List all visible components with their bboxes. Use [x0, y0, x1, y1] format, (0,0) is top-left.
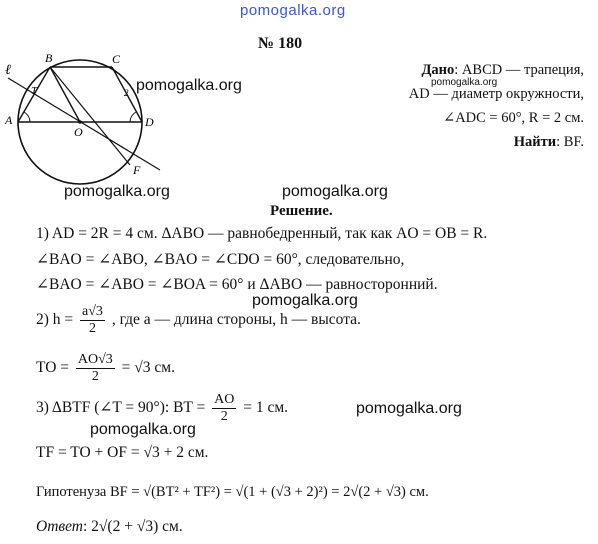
watermark: pomogalka.org	[90, 421, 196, 438]
label-2: 2	[124, 88, 129, 98]
angle-a-mark	[24, 112, 30, 122]
fraction: $\frac{AO√3}{2}$	[77, 352, 113, 384]
segment-bo	[50, 67, 80, 122]
watermark: pomogalka.org	[252, 292, 358, 309]
angle-d-mark	[130, 112, 136, 122]
problem-number: № 180	[258, 35, 303, 52]
solution-line-1: 1) AD = 2R = 4 см. ΔABO — равнобедренный, так как AO = OB = R.	[36, 225, 488, 242]
given-block	[409, 58, 584, 154]
solution-line-7: TF = TO + OF = √3 + 2 см.	[36, 444, 209, 461]
solution-heading: Решение.	[270, 203, 333, 219]
solution-line-3: ∠BAO = ∠ABO = ∠BOA = 60° и ΔABO — равносторонний.	[36, 276, 438, 293]
fraction: $\frac{AO}{2}$	[214, 392, 235, 424]
watermark-top: pomogalka.org	[240, 2, 346, 19]
label-d: D	[145, 115, 154, 129]
label-l: ℓ	[5, 63, 11, 78]
watermark: pomogalka.org	[64, 183, 170, 200]
fraction: $\frac{a√3}{2}$	[82, 304, 103, 336]
find-line: Найти: BF.	[513, 134, 584, 150]
watermark-small: pomogalka.org	[431, 77, 498, 88]
geometry-figure	[0, 50, 175, 185]
solution-line-2: ∠BAO = ∠ABO, ∠BAO = ∠CDO = 60°, следовательно,	[36, 251, 405, 268]
label-c: C	[112, 52, 121, 66]
solution-line-6: 3) ΔBTF (∠T = 90°): BT = $\frac{AO}{2}$ = 1 см.	[36, 392, 289, 424]
solution-line-5: TO = $\frac{AO√3}{2}$ = √3 см.	[36, 352, 175, 384]
given-line-2: AD — диаметр окружности,	[408, 86, 584, 102]
watermark: pomogalka.org	[356, 400, 462, 417]
solution-line-8: Гипотенуза BF = √(BT² + TF²) = √(1 + (√3 + 2)²) = 2√(2 + √3) см.	[36, 484, 429, 500]
segment-bf	[50, 67, 130, 165]
label-o: O	[74, 125, 83, 139]
label-t: T	[31, 85, 38, 97]
answer-line: Ответ: 2√(2 + √3) см.	[36, 518, 183, 535]
center-point	[78, 120, 82, 124]
solution-line-4: 2) h = $\frac{a√3}{2}$ , где a — длина стороны, h — высота.	[36, 304, 361, 336]
label-a: A	[5, 113, 13, 127]
label-f: F	[133, 163, 141, 177]
given-line-3: ∠ADC = 60°, R = 2 см.	[443, 110, 584, 126]
watermark: pomogalka.org	[136, 77, 242, 94]
label-b: B	[45, 51, 53, 65]
given-line-1: Дано: ABCD — трапеция,	[421, 62, 584, 78]
watermark: pomogalka.org	[282, 183, 388, 200]
